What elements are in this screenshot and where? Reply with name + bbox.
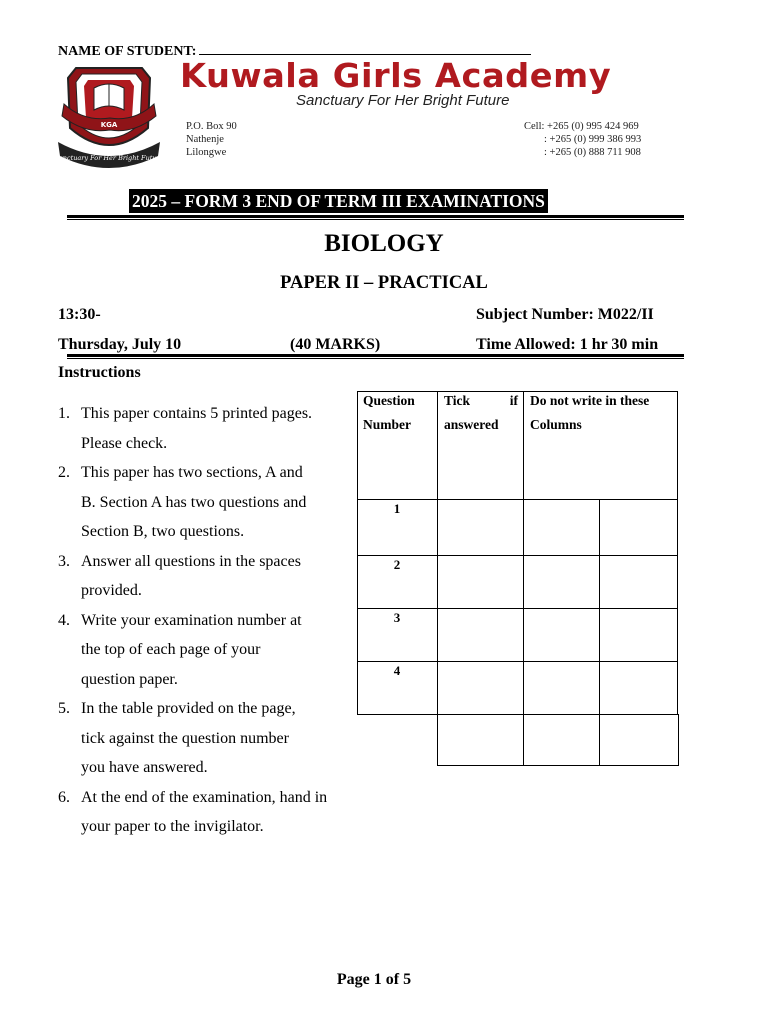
contact-line: Cell: +265 (0) 995 424 969 xyxy=(524,121,639,132)
tick-cell-q3[interactable] xyxy=(438,609,523,661)
instruction-line: Write your examination number at xyxy=(81,611,302,629)
subject-number: Subject Number: M022/II xyxy=(476,306,654,323)
instruction-line: This paper has two sections, A and xyxy=(81,464,303,481)
instruction-line: tick against the question number xyxy=(81,729,289,747)
instruction-number: 3. xyxy=(58,552,70,570)
school-address xyxy=(186,120,237,159)
table-border xyxy=(523,391,524,766)
school-motto: Sanctuary For Her Bright Future xyxy=(296,92,510,109)
instruction-item xyxy=(58,783,368,842)
instruction-line: the top of each page of your xyxy=(81,641,261,658)
instruction-item xyxy=(58,606,368,695)
instruction-item xyxy=(58,399,368,458)
header-text: if xyxy=(509,393,518,408)
school-name: Kuwala Girls Academy xyxy=(180,56,612,95)
crest-initials: KGA xyxy=(100,121,118,129)
instruction-line: your paper to the invigilator. xyxy=(81,818,264,835)
table-border xyxy=(437,765,679,766)
header-text: Number xyxy=(363,417,411,432)
exam-title-banner: 2025 – FORM 3 END OF TERM III EXAMINATIONS xyxy=(129,189,548,213)
tick-cell-q1[interactable] xyxy=(438,500,523,555)
header-tick-if-answered xyxy=(444,389,518,437)
instruction-number: 4. xyxy=(58,611,70,629)
instruction-line: provided. xyxy=(81,582,142,599)
tick-cell-q2[interactable] xyxy=(438,556,523,608)
divider xyxy=(67,215,684,218)
paper-title: PAPER II – PRACTICAL xyxy=(280,273,488,293)
school-contacts xyxy=(524,120,641,159)
instruction-item xyxy=(58,694,368,783)
header-text: answered xyxy=(444,417,499,432)
exam-date: Thursday, July 10 xyxy=(58,336,182,353)
table-border xyxy=(677,391,678,715)
address-line: Lilongwe xyxy=(186,147,227,158)
question-number-cell: 2 xyxy=(393,557,401,572)
question-number-cell: 4 xyxy=(393,663,401,678)
table-border xyxy=(357,714,679,715)
instruction-item xyxy=(58,547,368,606)
instruction-number: 6. xyxy=(58,788,70,806)
instruction-number: 1. xyxy=(58,405,70,422)
instruction-number: 2. xyxy=(58,464,70,481)
instruction-line: Answer all questions in the spaces xyxy=(81,552,301,570)
contact-line: : +265 (0) 888 711 908 xyxy=(544,147,641,158)
header-text: Do not write in these xyxy=(530,393,650,408)
header-text: Tick xyxy=(444,393,471,408)
instruction-line: This paper contains 5 printed pages. xyxy=(81,405,313,422)
instruction-number: 5. xyxy=(58,700,70,717)
instruction-line: Section B, two questions. xyxy=(81,523,245,540)
total-marks: (40 MARKS) xyxy=(290,336,381,353)
instruction-line: you have answered. xyxy=(81,759,208,776)
table-border xyxy=(678,714,679,766)
time-allowed: Time Allowed: 1 hr 30 min xyxy=(476,336,659,353)
instructions-heading: Instructions xyxy=(58,364,141,381)
instructions-list xyxy=(58,399,368,842)
instruction-line: Please check. xyxy=(81,434,168,452)
instruction-line: question paper. xyxy=(81,670,178,688)
page-number: Page 1 of 5 xyxy=(336,971,412,988)
divider xyxy=(67,219,684,220)
exam-start-time: 13:30- xyxy=(58,306,101,323)
header-question-number xyxy=(363,389,415,437)
tick-cell-q4[interactable] xyxy=(438,662,523,714)
school-crest-logo xyxy=(54,58,164,172)
instruction-line: In the table provided on the page, xyxy=(81,700,296,717)
address-line: P.O. Box 90 xyxy=(186,121,237,132)
address-line: Nathenje xyxy=(186,134,224,145)
instruction-item xyxy=(58,458,368,547)
header-examiner-columns xyxy=(530,389,649,437)
instruction-line: At the end of the examination, hand in xyxy=(81,788,328,806)
question-answer-table xyxy=(357,391,679,767)
contact-line: : +265 (0) 999 386 993 xyxy=(544,134,642,145)
question-number-cell: 1 xyxy=(393,501,401,516)
header-text: Columns xyxy=(530,417,582,432)
divider xyxy=(67,358,684,359)
table-border xyxy=(599,499,600,766)
header-text: Question xyxy=(363,393,415,408)
question-number-cell: 3 xyxy=(393,610,401,625)
student-name-blank[interactable] xyxy=(199,42,531,55)
student-name-label: NAME OF STUDENT: xyxy=(58,44,197,59)
subject-title: BIOLOGY xyxy=(324,230,444,257)
divider xyxy=(67,354,684,357)
instruction-line: B. Section A has two questions and xyxy=(81,493,307,511)
crest-banner-text: Sanctuary For Her Bright Future xyxy=(54,154,164,162)
